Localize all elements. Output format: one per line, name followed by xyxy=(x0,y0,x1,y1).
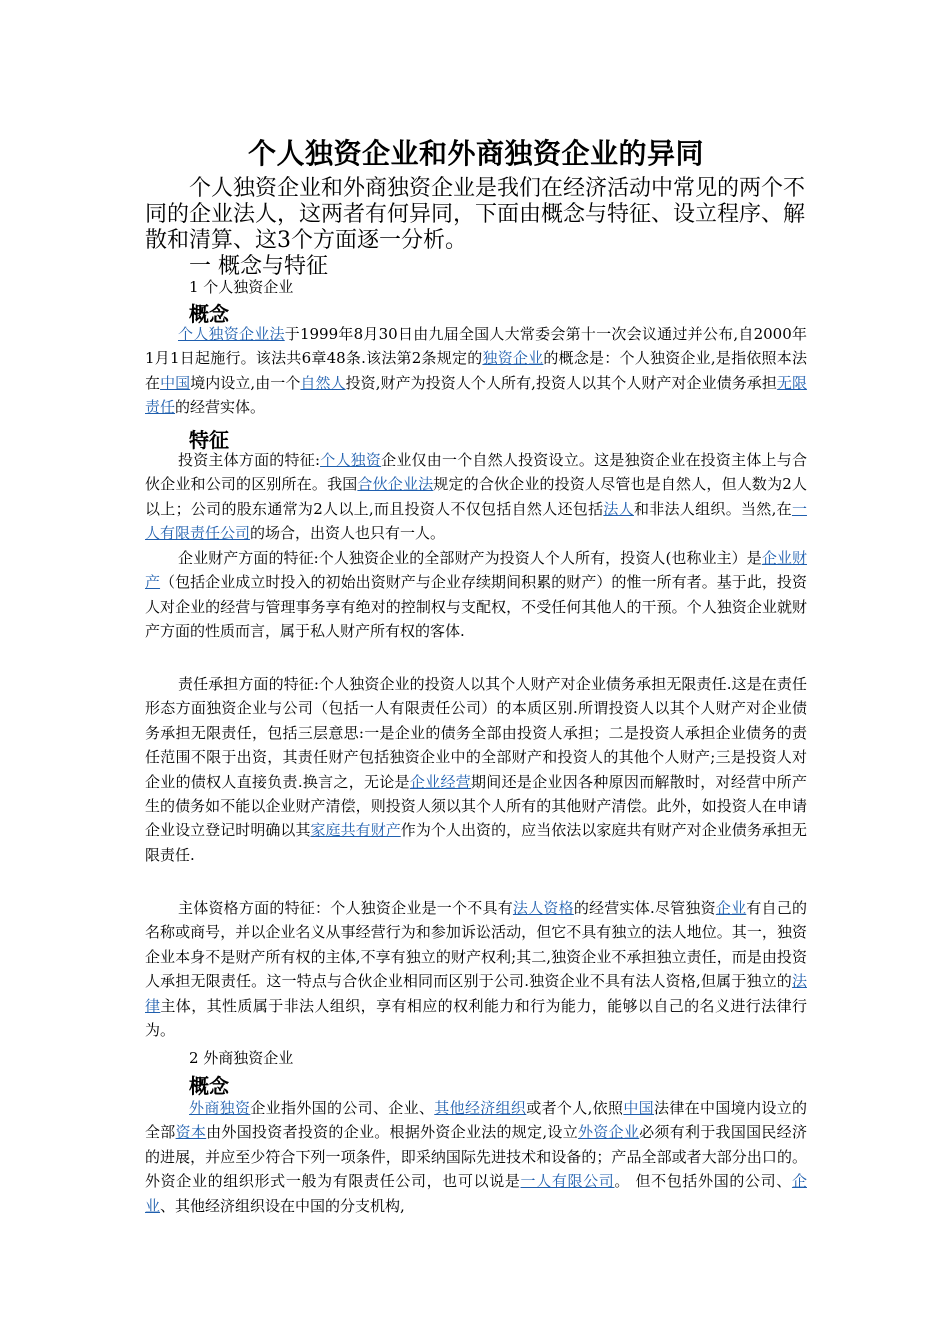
paragraph-text: 有自己的名称或商号，并以企业名义从事经营行为和参加诉讼活动，但它不具有独立的法人地位。其一，独资企业本身不是财产所有权的主体,不享有独立的财产权利;其二,独资企业不承担独立责任，而是由投资人承担无限责任。这一特点与合伙企业相同而区别于公司.独资企业不具有法人资格,但属于独立的 xyxy=(145,899,807,991)
inline-link[interactable]: 一人有限责任公司 xyxy=(145,499,807,543)
paragraph-concept xyxy=(145,322,807,420)
document-title: 个人独资企业和外商独资企业的异同 xyxy=(247,137,704,170)
inline-link[interactable]: 企业经营 xyxy=(409,772,472,791)
paragraph-text: 法律在中国境内设立的全部 xyxy=(145,1099,807,1142)
paragraph-text: 企业仅由一个自然人投资设立。这是独资企业在投资主体上与合伙企业和公司的区别所在。我国 xyxy=(145,451,807,494)
paragraph-text: 于1999年8月30日由九届全国人大常委会第十一次会议通过并公布,自2000年1月1日起施行。该法共6章48条.该法第2条规定的 xyxy=(145,325,807,368)
inline-link[interactable]: 中国 xyxy=(623,1099,655,1117)
paragraph-text: 投资,财产为投资人个人所有,投资人以其个人财产对企业债务承担 xyxy=(345,373,777,392)
section-heading-concept-feature: 一 概念与特征 xyxy=(189,254,328,279)
paragraph-text: 境内设立,由一个 xyxy=(190,373,301,392)
paragraph-text: 规定的合伙企业的投资人尽管也是自然人，但人数为2人以上；公司的股东通常为2人以上,而且投资人不仅包括自然人还包括 xyxy=(145,475,807,518)
paragraph-text: 责任承担方面的特征:个人独资企业的投资人以其个人财产对企业债务承担无限责任.这是在责任形态方面独资企业与公司（包括一人有限责任公司）的本质区别.所谓投资人以其个人财产对企业债务承担无限责任，包括三层意思:一是企业的债务全部由投资人承担；二是投资人承担企业债务的责任范围不限于出资，其责任财产包括独资企业中的全部财产和投资人的其他个人财产;三是投资人对企业的债权人直接负责.换言之，无论是 xyxy=(145,675,807,791)
paragraph-text: （包括企业成立时投入的初始出资财产与企业存续期间积累的财产）的惟一所有者。基于此，投资人对企业的经营与管理事务享有绝对的控制权与支配权，不受任何其他人的干预。个人独资企业就财产方面的性质而言，属于私人财产所有权的客体. xyxy=(145,573,807,641)
paragraph-text: 的场合，出资人也只有一人。 xyxy=(250,524,446,543)
paragraph-text: 由外国投资者投资的企业。根据外资企业法的规定,设立 xyxy=(206,1123,578,1142)
paragraph-text: 企业财产方面的特征:个人独资企业的全部财产为投资人个人所有，投资人(也称业主）是 xyxy=(178,549,762,567)
paragraph-investor-feature xyxy=(145,448,807,546)
inline-link[interactable]: 合伙企业法 xyxy=(357,475,434,494)
paragraph-liability-feature xyxy=(145,672,807,867)
inline-link[interactable]: 其他经济组织 xyxy=(434,1099,527,1117)
inline-link[interactable]: 资本 xyxy=(175,1123,207,1142)
paragraph-text: 主体资格方面的特征：个人独资企业是一个不具有 xyxy=(178,899,513,917)
inline-link[interactable]: 法律 xyxy=(145,972,807,1015)
paragraph-text: 的概念是：个人独资企业,是指依照本法在 xyxy=(145,349,807,392)
paragraph-text: 、其他经济组织设在中国的分支机构, xyxy=(160,1196,405,1215)
inline-link[interactable]: 法人资格 xyxy=(512,899,574,917)
subsection-heading-sole-proprietorship: 1 个人独资企业 xyxy=(189,278,294,296)
paragraph-entity-feature xyxy=(145,896,807,1042)
subsection-heading-foreign-enterprise: 2 外商独资企业 xyxy=(189,1049,294,1067)
inline-link[interactable]: 外资企业 xyxy=(578,1123,640,1142)
paragraph-text: 作为个人出资的，应当依法以家庭共有财产对企业债务承担无限责任. xyxy=(145,821,807,864)
intro-paragraph: 个人独资企业和外商独资企业是我们在经济活动中常见的两个不同的企业法人，这两者有何异同，下面由概念与特征、设立程序、解散和清算、这3个方面逐一分析。 xyxy=(145,176,806,253)
heading-concept-foreign: 概念 xyxy=(189,1074,229,1098)
inline-link[interactable]: 独资企业 xyxy=(482,349,544,368)
paragraph-text: 投资主体方面的特征: xyxy=(178,451,321,469)
heading-concept: 概念 xyxy=(189,302,229,326)
inline-link[interactable]: 法人 xyxy=(603,499,634,518)
paragraph-text: 企业指外国的公司、企业、 xyxy=(250,1099,435,1117)
paragraph-text: 主体，其性质属于非法人组织，享有相应的权利能力和行为能力，能够以自己的名义进行法律行为。 xyxy=(145,996,807,1040)
paragraph-text: 或者个人,依照 xyxy=(526,1099,624,1117)
paragraph-text: 期间还是企业因各种原因而解散时，对经营中所产生的债务如不能以企业财产清偿，则投资人须以其个人所有的其他财产清偿。此外，如投资人在申请企业设立登记时明确以其 xyxy=(145,772,807,840)
inline-link[interactable]: 企业 xyxy=(715,899,747,917)
inline-link[interactable]: 自然人 xyxy=(300,373,346,392)
inline-link[interactable]: 个人独资 xyxy=(320,451,382,469)
paragraph-text: 的经营实体.尽管独资 xyxy=(573,899,716,917)
paragraph-text: 的经营实体。 xyxy=(175,398,266,417)
inline-link[interactable]: 个人独资企业法 xyxy=(178,325,285,343)
paragraph-property-feature xyxy=(145,546,807,644)
inline-link[interactable]: 家庭共有财产 xyxy=(310,821,401,840)
paragraph-text: 。 但不包括外国的公司、 xyxy=(614,1172,792,1191)
paragraph-foreign-concept xyxy=(145,1096,807,1218)
inline-link[interactable]: 企业财产 xyxy=(145,549,807,592)
heading-feature: 特征 xyxy=(189,428,229,452)
inline-link[interactable]: 企业 xyxy=(145,1172,807,1215)
inline-link[interactable]: 外商独资 xyxy=(189,1099,251,1117)
inline-link[interactable]: 无限责任 xyxy=(145,373,807,417)
paragraph-text: 必须有利于我国国民经济的进展，并应至少符合下列一项条件，即采纳国际先进技术和设备的；产品全部或者大部分出口的。外资企业的组织形式一般为有限责任公司，也可以说是 xyxy=(145,1123,807,1191)
inline-link[interactable]: 中国 xyxy=(160,373,191,392)
paragraph-text: 和非法人组织。当然,在 xyxy=(633,499,792,518)
inline-link[interactable]: 一人有限公司 xyxy=(520,1172,615,1191)
